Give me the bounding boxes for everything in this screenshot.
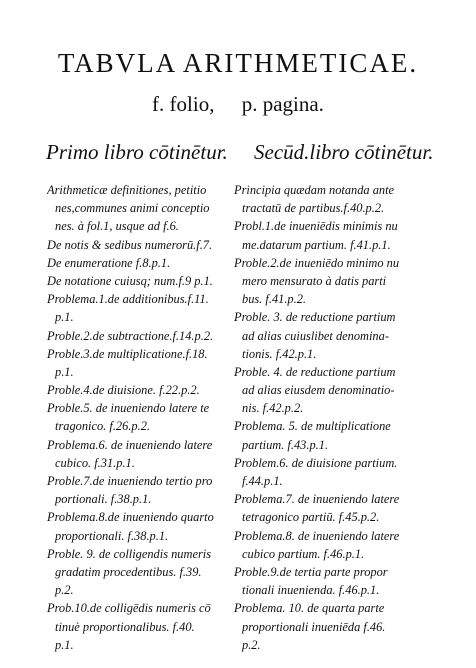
right-column-line: tetragonico partiū. f.45.p.2.	[242, 510, 380, 525]
right-column-line: cubico partium. f.46.p.1.	[242, 546, 365, 561]
right-column-line: p.2.	[242, 637, 261, 652]
left-column-line: Proble.5. de inueniendo latere te	[47, 401, 210, 416]
abbreviation-legend	[0, 92, 476, 117]
right-column-line: Proble.9.de tertia parte propor	[234, 564, 388, 579]
left-column-line: nes,communes animi conceptio	[55, 201, 210, 216]
left-column-line: De notis & sedibus numerorū.f.7.	[47, 237, 213, 252]
right-column-line: ad alias eiusdem denominatio-	[242, 383, 395, 398]
right-column-line: Proble. 4. de reductione partium	[234, 364, 396, 379]
left-column-line: Problema.1.de additionibus.f.11.	[47, 292, 209, 307]
right-column-line: Problema.7. de inueniendo latere	[234, 492, 400, 507]
left-column-line: Proble.2.de subtractione.f.14.p.2.	[47, 328, 214, 343]
right-column-line: Proble.2.de inueniēdo minimo nu	[234, 255, 400, 270]
left-column-line: Prob.10.de colligēdis numeris cō	[47, 601, 211, 616]
right-column-line: nis. f.42.p.2.	[242, 401, 304, 416]
left-column-line: p.1.	[55, 637, 74, 652]
right-column-line: Problem.6. de diuisione partium.	[234, 455, 398, 470]
left-column-heading: Primo libro cōtinētur.	[46, 140, 228, 164]
right-column-line: tionis. f.42.p.1.	[242, 346, 317, 361]
left-column-line: Proble.4.de diuisione. f.22.p.2.	[47, 383, 200, 398]
legend-folio: f. folio,	[152, 92, 215, 116]
right-column-line: Problema. 10. de quarta parte	[234, 601, 385, 616]
left-column-line: cubico. f.31.p.1.	[55, 455, 135, 470]
right-column-line: Proble. 3. de reductione partium	[234, 310, 396, 325]
left-column-line: Proble.7.de inueniendo tertio pro	[47, 474, 213, 488]
right-column-line: Problema. 5. de multiplicatione	[234, 419, 391, 434]
right-column-entries	[234, 181, 434, 654]
left-column-line: p.1.	[55, 364, 74, 379]
right-column-line: mero mensurato à datis parti	[242, 273, 387, 288]
right-column-line: tractatū de partibus.f.40.p.2.	[242, 201, 385, 216]
left-column-line: gradatim procedentibus. f.39.	[55, 564, 202, 579]
right-column-line: Probl.1.de inueniēdis minimis nu	[234, 219, 398, 234]
left-column-line: portionali. f.38.p.1.	[55, 492, 152, 507]
right-column-line: Principia quædam notanda ante	[234, 183, 395, 197]
left-column-line: p.2.	[55, 583, 74, 598]
left-column-line: Arithmeticæ definitiones, petitio	[47, 183, 207, 197]
left-column-line: p.1.	[55, 310, 74, 325]
right-column-line: me.datarum partium. f.41.p.1.	[242, 237, 391, 252]
left-column-line: Proble. 9. de colligendis numeris	[47, 546, 212, 561]
left-column-line: tinuè proportionalibus. f.40.	[55, 619, 195, 634]
right-column-line: partium. f.43.p.1.	[242, 437, 329, 452]
right-column-line: f.44.p.1.	[242, 474, 283, 488]
left-column-entries	[47, 181, 243, 654]
left-column-line: De enumeratione f.8.p.1.	[47, 255, 171, 270]
left-column-line: tragonico. f.26.p.2.	[55, 419, 150, 434]
right-column-line: Problema.8. de inueniendo latere	[234, 528, 400, 543]
right-column-line: bus. f.41.p.2.	[242, 292, 307, 307]
page-title: TABVLA ARITHMETICAE.	[57, 48, 419, 78]
left-column-line: nes. à fol.1, usque ad f.6.	[55, 219, 179, 234]
right-column-line: ad alias cuiuslibet denomina-	[242, 328, 389, 343]
right-column-line: tionali inuenienda. f.46.p.1.	[242, 583, 380, 598]
legend-pagina: p. pagina.	[241, 92, 324, 116]
left-column-line: Proble.3.de multiplicatione.f.18.	[47, 346, 208, 361]
left-column-line: proportionali. f.38.p.1.	[55, 528, 169, 543]
left-column-line: Problema.6. de inueniendo latere	[47, 437, 213, 452]
left-column-line: De notatione cuiusq; num.f.9 p.1.	[47, 273, 213, 288]
right-column-heading: Secūd.libro cōtinētur.	[254, 140, 434, 164]
left-column-line: Problema.8.de inueniendo quarto	[47, 510, 214, 525]
right-column-line: proportionali inueniēda f.46.	[242, 619, 386, 634]
